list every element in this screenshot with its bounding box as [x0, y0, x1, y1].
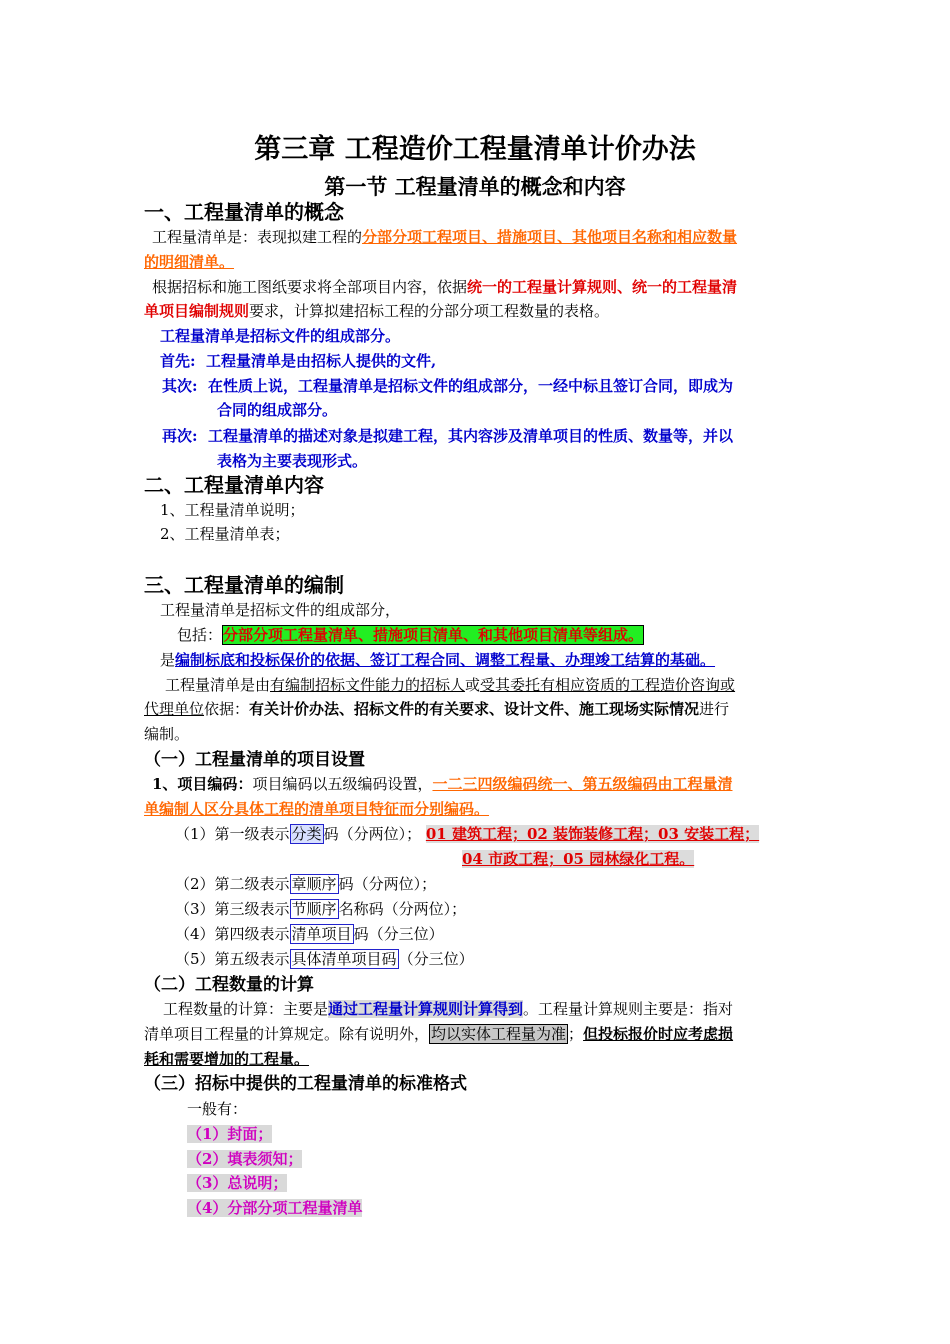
text: 要求，计算拟建招标工程的分部分项工程数量的表格。 [249, 302, 610, 320]
boxed-term: 均以实体工程量为准 [431, 1025, 567, 1043]
text: 在性质上说，工程量清单是招标文件的组成部分，一经中标且签订合同，即成为 [208, 377, 734, 395]
text: （1）第一级表示 [175, 825, 290, 843]
text: 依据： [204, 700, 250, 718]
blue-statement: 工程量清单是招标文件的组成部分。 [160, 327, 401, 345]
boxed-term: 章顺序 [291, 875, 337, 893]
text: 是 [160, 651, 176, 669]
compile-paragraph-2 [177, 625, 644, 645]
code-level-1-cont [462, 849, 694, 869]
code-level-1 [175, 824, 759, 844]
highlight-text: 单项目编制规则 [144, 302, 250, 320]
format-item-text: （3）总说明； [187, 1174, 288, 1192]
compile-paragraph-1: 工程量清单是招标文件的组成部分， [160, 601, 401, 619]
text: 清单项目工程量的计算规定。除有说明外， [144, 1025, 430, 1043]
underlined-text: 受其委托有相应资质的工程造价咨询或 [480, 676, 736, 694]
concept-paragraph-2-cont [144, 301, 609, 321]
boxed-term: 节顺序 [291, 900, 337, 918]
section-title: 第一节 工程量清单的概念和内容 [324, 175, 626, 199]
coding-paragraph [152, 774, 732, 794]
text: ； [568, 1025, 584, 1043]
concept-paragraph-2 [152, 277, 737, 297]
quantity-paragraph-end [144, 1049, 309, 1069]
text: 工程量清单的描述对象是拟建工程，其内容涉及清单项目的性质、数量等，并以 [208, 427, 734, 445]
format-item [187, 1149, 302, 1169]
blue-third [162, 426, 733, 446]
text: 工程量清单是由 [165, 676, 271, 694]
text: （2）第二级表示 [175, 875, 290, 893]
text: 项目编码以五级编码设置， [252, 775, 433, 793]
compile-paragraph-3 [160, 650, 715, 670]
bold-text: 有关计价办法、招标文件的有关要求、设计文件、施工现场实际情况 [249, 700, 700, 718]
heading-item-setup: （一）工程量清单的项目设置 [144, 750, 365, 770]
quantity-paragraph [163, 999, 733, 1019]
text: 码（分两位）； [338, 875, 437, 893]
compile-paragraph-4-cont [144, 699, 729, 719]
heading-quantity: （二）工程数量的计算 [144, 975, 314, 995]
highlight-text: 单编制人区分具体工程的清单项目特征而分别编码。 [144, 800, 490, 818]
text: 。工程量计算规则主要是：指对 [523, 1000, 734, 1018]
boxed-term: 具体清单项目码 [291, 950, 397, 968]
text: 进行 [699, 700, 730, 718]
coding-paragraph-cont [144, 799, 489, 819]
format-item-text: （1）封面； [187, 1125, 273, 1143]
code-level-3 [175, 899, 466, 919]
highlight-text: 分部分项工程量清单、措施项目清单、和其他项目清单等组成。 [223, 626, 644, 644]
text: 码（分两位）； [323, 825, 422, 843]
underlined-text: 代理单位 [144, 700, 205, 718]
label: 再次: [162, 427, 198, 445]
format-item-text: （2）填表须知； [187, 1150, 303, 1168]
highlight-text: 分部分项工程项目、措施项目、其他项目名称和相应数量 [362, 228, 738, 246]
label: 首先: [160, 352, 196, 370]
concept-paragraph-1-cont [144, 252, 234, 272]
blue-third-cont: 表格为主要表现形式。 [217, 452, 368, 470]
highlight-text: 的明细清单。 [144, 253, 235, 271]
highlight-text: 通过工程量计算规则计算得到 [328, 1000, 524, 1018]
content-item-2: 2、工程量清单表； [160, 525, 290, 543]
text: 工程量清单是由招标人提供的文件, [206, 352, 437, 370]
text: 或 [465, 676, 481, 694]
format-item [187, 1124, 272, 1144]
blue-first [160, 351, 436, 371]
quantity-paragraph-cont [144, 1024, 733, 1044]
text: 工程数量的计算：主要是 [163, 1000, 329, 1018]
format-item [187, 1173, 287, 1193]
text: （3）第三级表示 [175, 900, 290, 918]
heading-concept: 一、工程量清单的概念 [144, 200, 344, 224]
code-level-2 [175, 874, 436, 894]
content-item-1: 1、工程量清单说明； [160, 501, 305, 519]
highlight-text: 01 建筑工程；02 装饰装修工程；03 安装工程； [425, 825, 760, 843]
chapter-title: 第三章 工程造价工程量清单计价办法 [254, 134, 696, 165]
boxed-term: 清单项目 [291, 925, 352, 943]
text: （分三位） [398, 950, 474, 968]
text: （4）第四级表示 [175, 925, 290, 943]
blue-second-cont: 合同的组成部分。 [217, 401, 338, 419]
format-intro: 一般有： [187, 1100, 248, 1118]
heading-compile: 三、工程量清单的编制 [144, 573, 344, 597]
code-level-4 [175, 924, 444, 944]
highlight-text: 04 市政工程；05 园林绿化工程。 [462, 850, 695, 868]
text: （5）第五级表示 [175, 950, 290, 968]
heading-format: （三）招标中提供的工程量清单的标准格式 [144, 1074, 467, 1094]
compile-paragraph-4-end: 编制。 [144, 725, 190, 743]
text: 工程量清单是：表现拟建工程的 [152, 228, 363, 246]
label: 其次: [162, 377, 198, 395]
text: 根据招标和施工图纸要求将全部项目内容，依据 [152, 278, 468, 296]
highlight-text: 编制标底和投标保价的依据、签订工程合同、调整工程量、办理竣工结算的基础。 [175, 651, 716, 669]
underlined-text: 有编制招标文件能力的招标人 [270, 676, 466, 694]
concept-paragraph-1 [152, 227, 737, 247]
bold-text: 耗和需要增加的工程量。 [144, 1050, 310, 1068]
boxed-term: 分类 [291, 825, 322, 843]
highlight-text: 一二三四级编码统一、第五级编码由工程量清 [432, 775, 733, 793]
compile-paragraph-4 [165, 675, 735, 695]
blue-second [162, 376, 733, 396]
bold-label: 1、项目编码： [152, 775, 253, 793]
code-level-5 [175, 949, 474, 969]
text: 包括： [177, 626, 223, 644]
highlight-text: 统一的工程量计算规则、统一的工程量清 [467, 278, 738, 296]
heading-content: 二、工程量清单内容 [144, 473, 324, 497]
format-item [187, 1198, 362, 1218]
text: 名称码（分两位）； [338, 900, 467, 918]
text: 码（分三位） [353, 925, 444, 943]
format-item-text: （4）分部分项工程量清单 [187, 1199, 363, 1217]
bold-text: 但投标报价时应考虑损 [583, 1025, 734, 1043]
